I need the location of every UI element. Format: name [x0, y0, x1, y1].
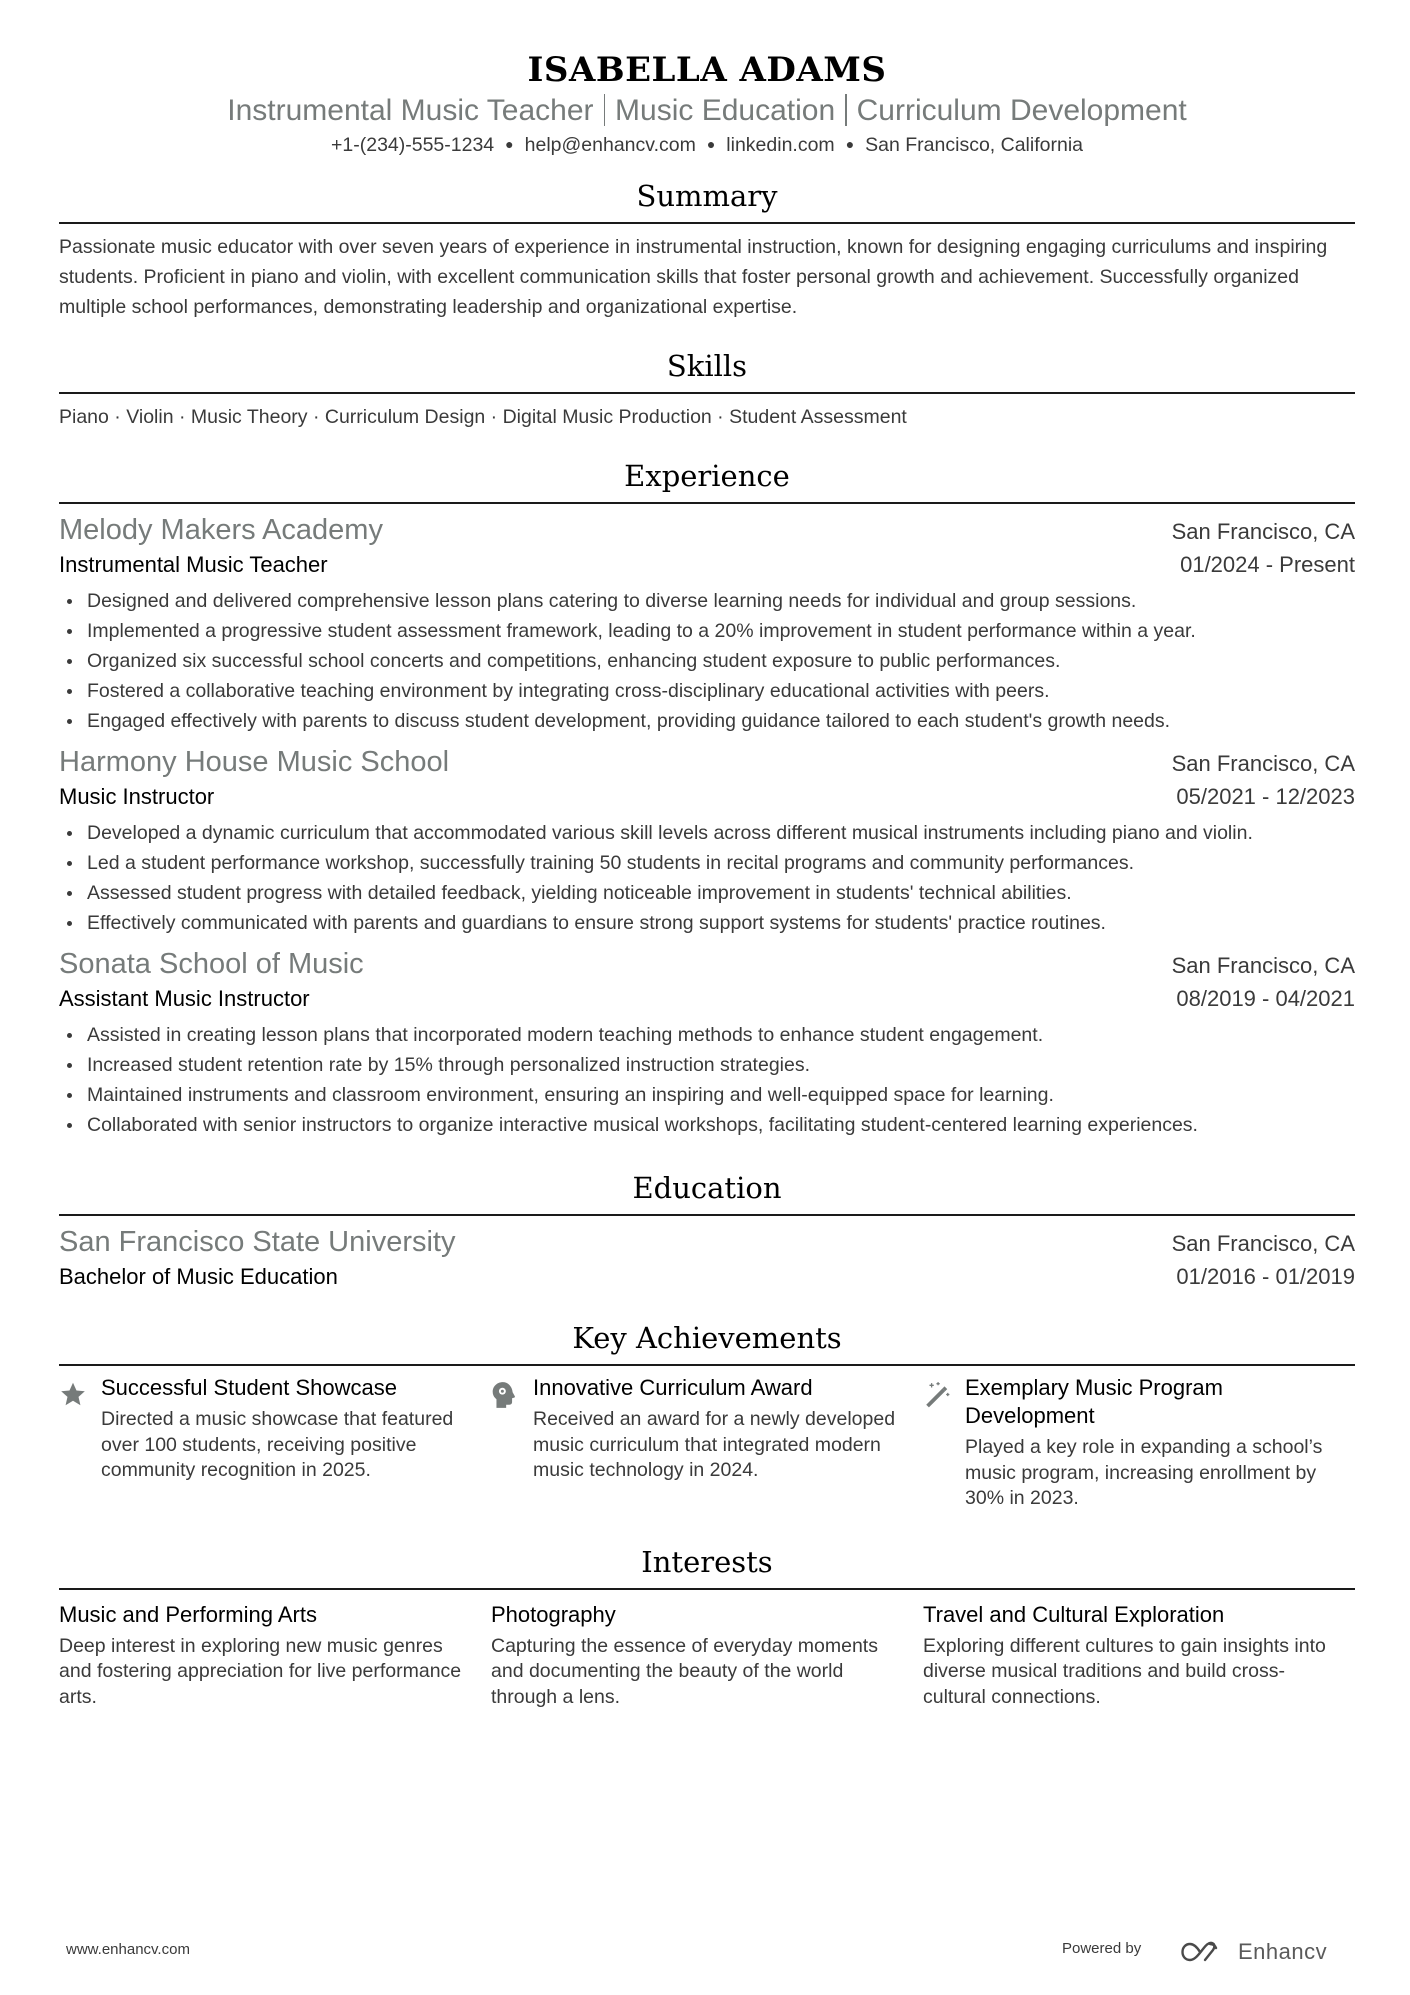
- contact-info: [59, 131, 1355, 158]
- magic-wand-icon: [923, 1374, 965, 1512]
- resume-header: [59, 0, 1355, 158]
- section-divider: [59, 392, 1355, 394]
- experience-section: [59, 458, 1355, 1140]
- achievements-grid: [59, 1374, 1355, 1512]
- brain-head-icon: [491, 1374, 533, 1512]
- star-icon: [59, 1374, 101, 1512]
- candidate-name: ISABELLA ADAMS: [527, 50, 887, 90]
- interests-section: [59, 1544, 1355, 1711]
- bullet-item: Implemented a progressive student assessment framework, leading to a 20% improvement in student performance within a year.: [59, 616, 1355, 646]
- interest-item: [923, 1598, 1355, 1711]
- section-heading: Summary: [636, 179, 778, 213]
- headline-title: Music Education: [615, 94, 836, 127]
- school-location: San Francisco, CA: [1171, 1231, 1355, 1256]
- job-location: San Francisco, CA: [1171, 751, 1355, 776]
- summary-text: Passionate music educator with over seven years of experience in instrumental instruction, known for designing engaging curriculums and inspiring students. Proficient in piano and violin, with excellent communication skills that foster personal growth and achievement. Successfully organized multiple school performances, demonstrating leadership and organizational expertise.: [59, 236, 1328, 318]
- interest-title: Photography: [491, 1601, 616, 1627]
- degree: Bachelor of Music Education: [59, 1264, 338, 1289]
- job-title: Music Instructor: [59, 784, 215, 809]
- bullet-item: Assessed student progress with detailed feedback, yielding noticeable improvement in students' technical abilities.: [59, 878, 1355, 908]
- brand-name: Enhancv: [1238, 1939, 1328, 1964]
- company-name: Melody Makers Academy: [59, 514, 383, 546]
- bullet-item: Organized six successful school concerts and competitions, enhancing student exposure to public performances.: [59, 646, 1355, 676]
- enhancv-logo-icon: [1180, 1938, 1228, 1966]
- bullet-item: Collaborated with senior instructors to organize interactive musical workshops, facilitating student-centered learning experiences.: [59, 1110, 1355, 1140]
- bullet-item: Fostered a collaborative teaching environment by integrating cross-disciplinary educational activities with peers.: [59, 676, 1355, 706]
- achievement-item: [491, 1374, 923, 1512]
- location: San Francisco, California: [865, 134, 1083, 156]
- bullet-item: Increased student retention rate by 15% through personalized instruction strategies.: [59, 1050, 1355, 1080]
- interest-item: [59, 1598, 491, 1711]
- job-title: Assistant Music Instructor: [59, 986, 310, 1011]
- section-heading: Key Achievements: [572, 1321, 842, 1355]
- enhancv-logo[interactable]: [1180, 1938, 1327, 1966]
- interests-grid: [59, 1598, 1355, 1711]
- experience-entry: [59, 512, 1355, 736]
- education-entry: [59, 1224, 1355, 1294]
- job-location: San Francisco, CA: [1171, 519, 1355, 544]
- bullet-item: Maintained instruments and classroom environment, ensuring an inspiring and well-equipped space for learning.: [59, 1080, 1355, 1110]
- achievement-title: Innovative Curriculum Award: [533, 1375, 813, 1400]
- achievement-item: [59, 1374, 491, 1512]
- powered-by-label: Powered by: [1062, 1940, 1142, 1957]
- section-divider: [59, 222, 1355, 224]
- headline-title: Instrumental Music Teacher: [227, 94, 594, 127]
- section-heading: Interests: [641, 1544, 773, 1579]
- experience-entry: [59, 744, 1355, 938]
- bullet-item: Led a student performance workshop, successfully training 50 students in recital programs and community performances.: [59, 848, 1355, 878]
- resume-page: [59, 0, 1355, 1710]
- school-name: San Francisco State University: [59, 1226, 456, 1258]
- headline-titles: [59, 92, 1355, 130]
- divider: [604, 94, 606, 126]
- experience-entry: [59, 946, 1355, 1140]
- achievement-description: Played a key role in expanding a school’s music program, increasing enrollment by 30% in 2023.: [965, 1436, 1323, 1509]
- education-section: [59, 1170, 1355, 1294]
- company-name: Harmony House Music School: [59, 746, 450, 778]
- footer-website-link[interactable]: www.enhancv.com: [66, 1941, 190, 1958]
- section-heading: Skills: [666, 349, 748, 383]
- achievement-title: Exemplary Music Program Development: [965, 1375, 1223, 1428]
- interest-description: Capturing the essence of everyday moments and documenting the beauty of the world through a lens.: [491, 1634, 878, 1708]
- interest-description: Exploring different cultures to gain insights into diverse musical traditions and build cross-cultural connections.: [923, 1634, 1326, 1708]
- section-divider: [59, 1588, 1355, 1590]
- job-dates: 08/2019 - 04/2021: [1176, 986, 1355, 1011]
- achievement-description: Received an award for a newly developed music curriculum that integrated modern music technology in 2024.: [533, 1408, 896, 1481]
- job-title: Instrumental Music Teacher: [59, 552, 328, 577]
- bullet-item: Assisted in creating lesson plans that incorporated modern teaching methods to enhance student engagement.: [59, 1020, 1355, 1050]
- section-heading: Experience: [624, 459, 790, 493]
- interest-title: Travel and Cultural Exploration: [923, 1601, 1225, 1627]
- bullet-item: Effectively communicated with parents and guardians to ensure strong support systems for students' practice routines.: [59, 908, 1355, 938]
- skills-section: [59, 348, 1355, 432]
- bullet-separator: ●: [706, 136, 716, 152]
- company-name: Sonata School of Music: [59, 948, 364, 980]
- job-bullets: [59, 586, 1355, 736]
- bullet-separator: ●: [505, 136, 514, 152]
- email-link[interactable]: help@enhancv.com: [524, 134, 696, 156]
- divider: [845, 94, 847, 126]
- bullet-separator: ●: [845, 136, 855, 152]
- section-divider: [59, 1214, 1355, 1216]
- linkedin-link[interactable]: linkedin.com: [726, 134, 835, 156]
- phone: +1-(234)-555-1234: [331, 134, 495, 156]
- section-divider: [59, 502, 1355, 504]
- job-location: San Francisco, CA: [1171, 953, 1355, 978]
- headline-title: Curriculum Development: [856, 94, 1187, 127]
- education-dates: 01/2016 - 01/2019: [1176, 1264, 1355, 1289]
- job-dates: 05/2021 - 12/2023: [1176, 784, 1355, 809]
- interest-title: Music and Performing Arts: [59, 1601, 317, 1627]
- skills-list: Piano · Violin · Music Theory · Curriculum Design · Digital Music Production · Student Assessment: [59, 406, 907, 428]
- job-bullets: [59, 1020, 1355, 1140]
- section-divider: [59, 1364, 1355, 1366]
- page-footer: [0, 1938, 1410, 1968]
- job-bullets: [59, 818, 1355, 938]
- achievement-description: Directed a music showcase that featured over 100 students, receiving positive community recognition in 2025.: [101, 1408, 454, 1481]
- section-heading: Education: [632, 1171, 782, 1205]
- bullet-item: Developed a dynamic curriculum that accommodated various skill levels across different musical instruments including piano and violin.: [59, 818, 1355, 848]
- achievements-section: [59, 1320, 1355, 1512]
- achievement-item: [923, 1374, 1355, 1512]
- bullet-item: Designed and delivered comprehensive lesson plans catering to diverse learning needs for individual and group sessions.: [59, 586, 1355, 616]
- interest-description: Deep interest in exploring new music genres and fostering appreciation for live performance arts.: [59, 1634, 462, 1708]
- achievement-title: Successful Student Showcase: [101, 1375, 397, 1400]
- bullet-item: Engaged effectively with parents to discuss student development, providing guidance tailored to each student's growth needs.: [59, 706, 1355, 736]
- interest-item: [491, 1598, 923, 1711]
- job-dates: 01/2024 - Present: [1180, 552, 1355, 577]
- summary-section: [59, 178, 1355, 322]
